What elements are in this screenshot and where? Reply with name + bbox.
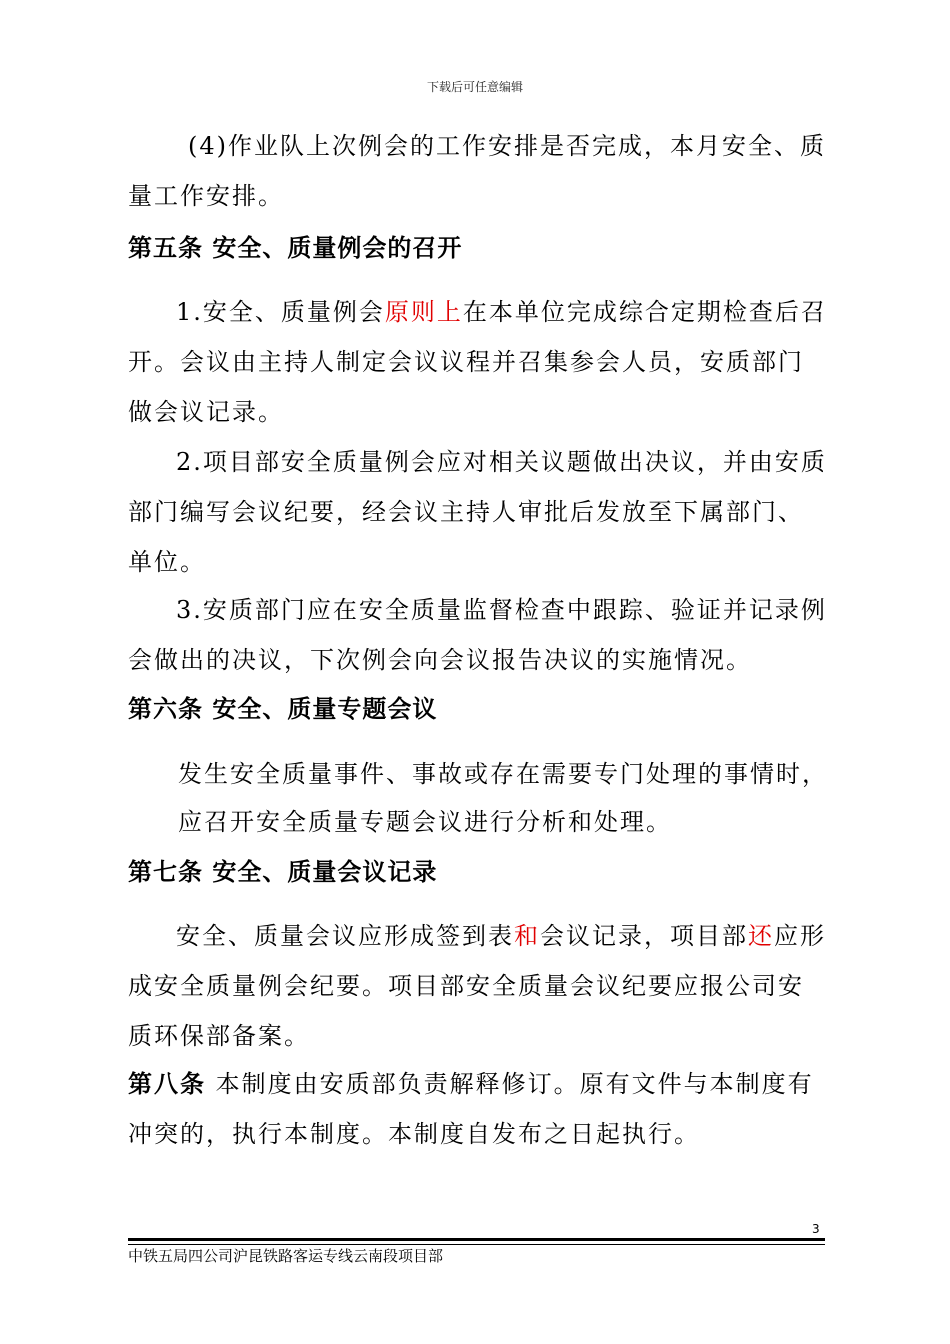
text-run: 会议记录，项目部 (540, 922, 748, 950)
article-6-heading: 第六条 安全、质量专题会议 (128, 695, 438, 723)
article-5-heading: 第五条 安全、质量例会的召开 (128, 234, 463, 262)
article-5-paragraph-1 (128, 287, 828, 437)
text-run (206, 1070, 216, 1098)
article-8-paragraph (128, 1059, 828, 1159)
text-run: 安全、质量会议应形成签到表 (176, 922, 514, 950)
text-run: 应形成安全质量例会纪要。项目部安全质量会议纪要应报公司安质环保部备案。 (128, 922, 826, 1050)
article-6-line-1: 发生安全质量事件、事故或存在需要专门处理的事情时， (178, 760, 828, 788)
article-5-paragraph-2: 2.项目部安全质量例会应对相关议题做出决议，并由安质部门编写会议纪要，经会议主持人审批后发放至下属部门、单位。 (128, 448, 827, 576)
article-7-paragraph (128, 911, 828, 1061)
article-6-line-2: 应召开安全质量专题会议进行分析和处理。 (178, 808, 672, 836)
header-note: 下载后可任意编辑 (426, 80, 523, 94)
item-4-paragraph: (4)作业队上次例会的工作安排是否完成，本月安全、质量工作安排。 (128, 132, 826, 210)
footer-organization: 中铁五局四公司沪昆铁路客运专线云南段项目部 (128, 1247, 444, 1265)
footer-rule-thick (128, 1238, 825, 1241)
article-7-heading: 第七条 安全、质量会议记录 (128, 858, 438, 886)
article-8-text: 本制度由安质部负责解释修订。原有文件与本制度有冲突的，执行本制度。本制度自发布之日起执行。 (128, 1070, 814, 1148)
article-5-paragraph-3: 3.安质部门应在安全质量监督检查中跟踪、验证并记录例会做出的决议，下次例会向会议报告决议的实施情况。 (128, 596, 827, 674)
highlighted-text: 和 (514, 922, 540, 950)
article-8-label: 第八条 (128, 1070, 206, 1098)
highlighted-text: 还 (748, 922, 774, 950)
text-run: 1.安全、质量例会 (176, 298, 385, 326)
text-run: 在本单位完成综合定期检查后召开。会议由主持人制定会议议程并召集参会人员，安质部门做会议记录。 (128, 298, 827, 426)
highlighted-text: 原则上 (384, 298, 463, 326)
page-number: 3 (812, 1222, 820, 1236)
